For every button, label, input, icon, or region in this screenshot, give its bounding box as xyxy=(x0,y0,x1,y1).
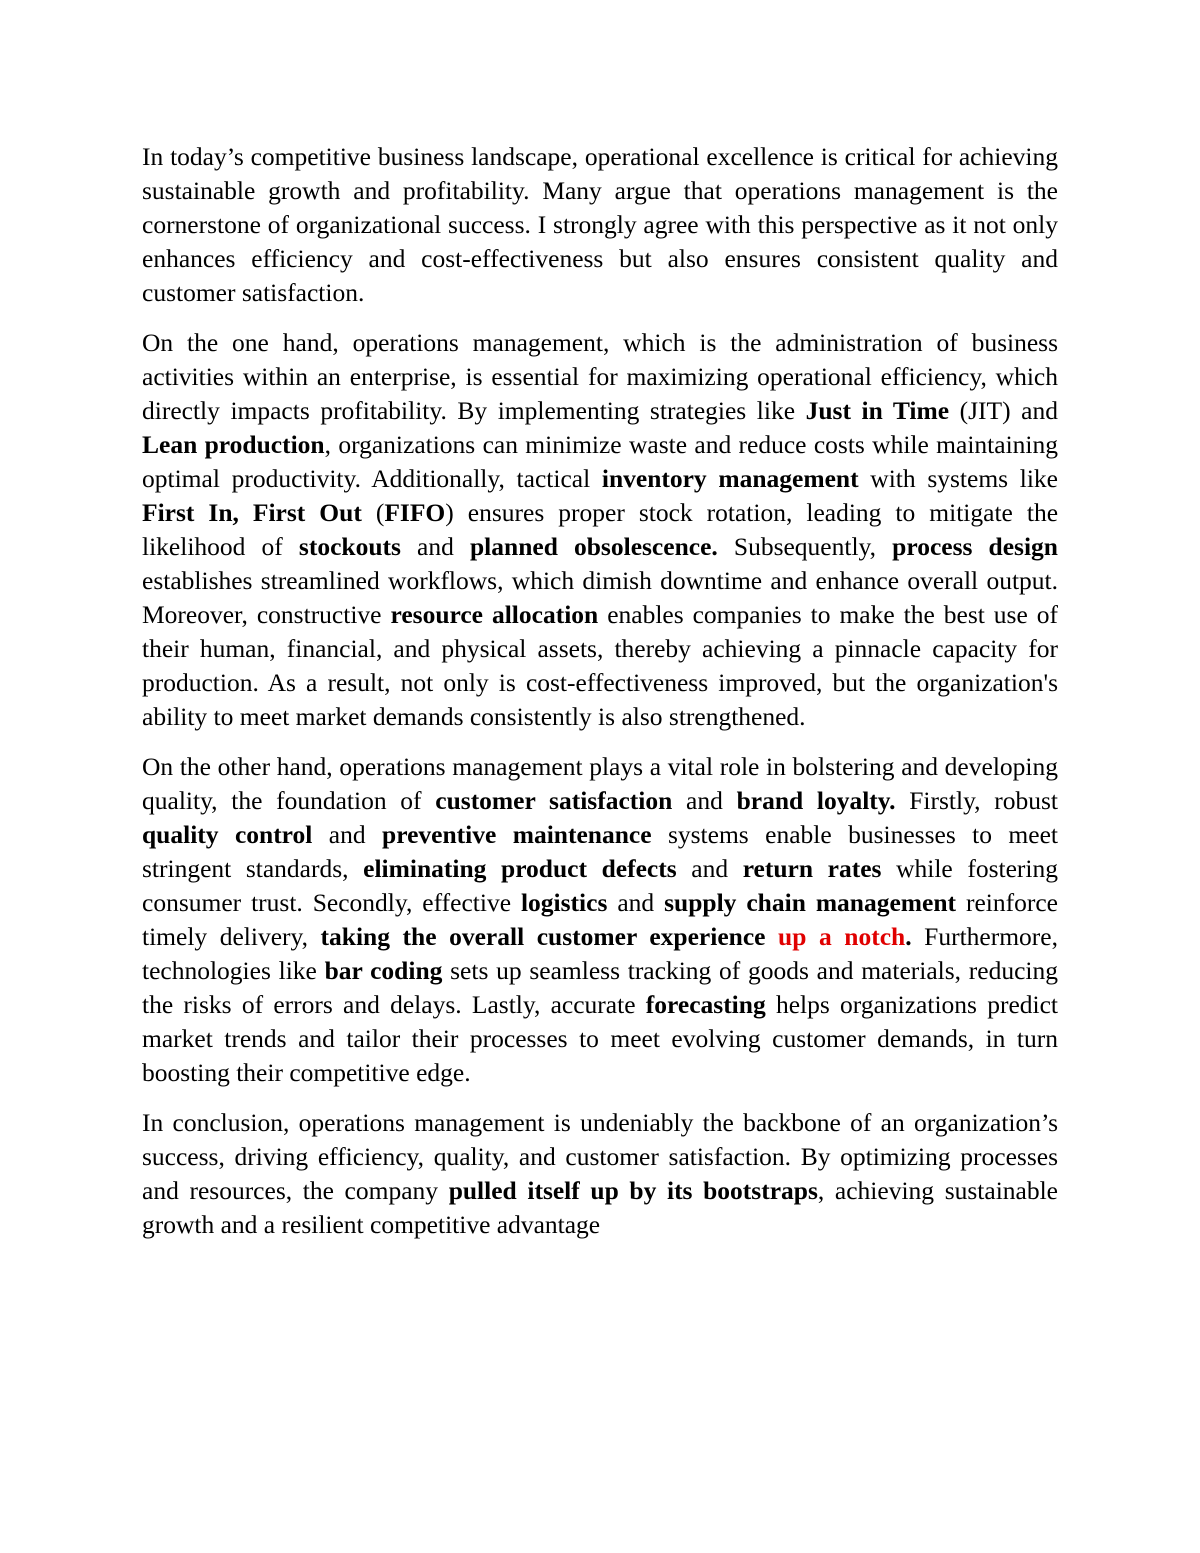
bold-term: resource allocation xyxy=(390,600,599,629)
text-run: systems enable businesses to meet stringent standards, xyxy=(142,820,1058,883)
bold-term: . xyxy=(905,922,912,951)
text-run: establishes streamlined workflows, which dimish downtime and enhance overall output. Moreover, constructive xyxy=(142,566,1058,629)
bold-term: planned obsolescence. xyxy=(470,532,718,561)
bold-term: stockouts xyxy=(298,532,401,561)
text-run: helps organizations predict market trends and tailor their processes to meet evolving customer demands, in turn boosting their competitive edge. xyxy=(142,990,1058,1087)
bold-term: customer satisfaction xyxy=(435,786,673,815)
bold-term: brand loyalty. xyxy=(736,786,896,815)
bold-term: Just in Time xyxy=(805,396,950,425)
text-run: (JIT) and xyxy=(949,396,1058,425)
text-run: Subsequently, xyxy=(717,532,893,561)
paragraph-conclusion xyxy=(142,1106,1058,1242)
document-page xyxy=(142,140,1058,1258)
bold-term: inventory management xyxy=(601,464,859,493)
bold-term: logistics xyxy=(520,888,608,917)
text-run: , organizations can minimize waste and reduce costs while maintaining optimal productivity. Additionally, tactical xyxy=(142,430,1058,493)
paragraph-efficiency xyxy=(142,326,1058,734)
paragraph-introduction xyxy=(142,140,1058,310)
bold-term: pulled itself up by its bootstraps xyxy=(448,1176,818,1205)
text-run: reinforce timely delivery, xyxy=(142,888,1059,951)
text-run: and xyxy=(607,888,665,917)
highlighted-phrase: up a notch xyxy=(778,922,906,951)
text-run: sets up seamless tracking of goods and materials, reducing the risks of errors and delays. Lastly, accurate xyxy=(142,956,1058,1019)
text-run: , achieving sustainable growth and a resilient competitive advantage xyxy=(142,1176,1058,1239)
bold-term: eliminating product defects xyxy=(363,854,677,883)
text-run: On the other hand, operations management plays a vital role in bolstering and developing quality, the foundation of xyxy=(142,752,1058,815)
text-run: In today’s competitive business landscape, operational excellence is critical for achieving sustainable growth and profitability. Many argue that operations management is the cornerstone of organizational success. I strongly agree with this perspective as it not only enhances efficiency and cost-effectiveness but also ensures consistent quality and customer satisfaction. xyxy=(142,142,1058,307)
bold-term: First In, First Out xyxy=(142,498,362,527)
bold-term: quality control xyxy=(142,820,313,849)
text-run: and xyxy=(400,532,470,561)
bold-term: preventive maintenance xyxy=(382,820,652,849)
text-run: Firstly, robust xyxy=(895,786,1059,815)
text-run: In conclusion, operations management is undeniably the backbone of an organization’s success, driving efficiency, quality, and customer satisfaction. By optimizing processes and resources, the company xyxy=(142,1108,1058,1205)
text-run: and xyxy=(312,820,383,849)
bold-term: FIFO xyxy=(384,498,446,527)
text-run: and xyxy=(672,786,737,815)
bold-term: Lean production xyxy=(142,430,325,459)
text-run: while fostering consumer trust. Secondly, effective xyxy=(142,854,1058,917)
text-run: ( xyxy=(361,498,385,527)
bold-term: taking the overall customer experience xyxy=(320,922,779,951)
text-run: ) ensures proper stock rotation, leading to mitigate the likelihood of xyxy=(142,498,1059,561)
text-run: enables companies to make the best use of their human, financial, and physical assets, thereby achieving a pinnacle capacity for production. As a result, not only is cost-effectiveness improved, but the organization's ability to meet market demands consistently is also strengthened. xyxy=(142,600,1058,731)
bold-term: bar coding xyxy=(324,956,443,985)
bold-term: process design xyxy=(892,532,1058,561)
bold-term: supply chain management xyxy=(664,888,957,917)
paragraph-quality xyxy=(142,750,1058,1090)
bold-term: forecasting xyxy=(645,990,766,1019)
text-run: On the one hand, operations management, which is the administration of business activities within an enterprise, is essential for maximizing operational efficiency, which directly impacts profitability. By implementing strategies like xyxy=(142,328,1058,425)
bold-term: return rates xyxy=(742,854,882,883)
text-run: with systems like xyxy=(858,464,1058,493)
text-run: and xyxy=(676,854,743,883)
text-run: Furthermore, technologies like xyxy=(142,922,1058,985)
